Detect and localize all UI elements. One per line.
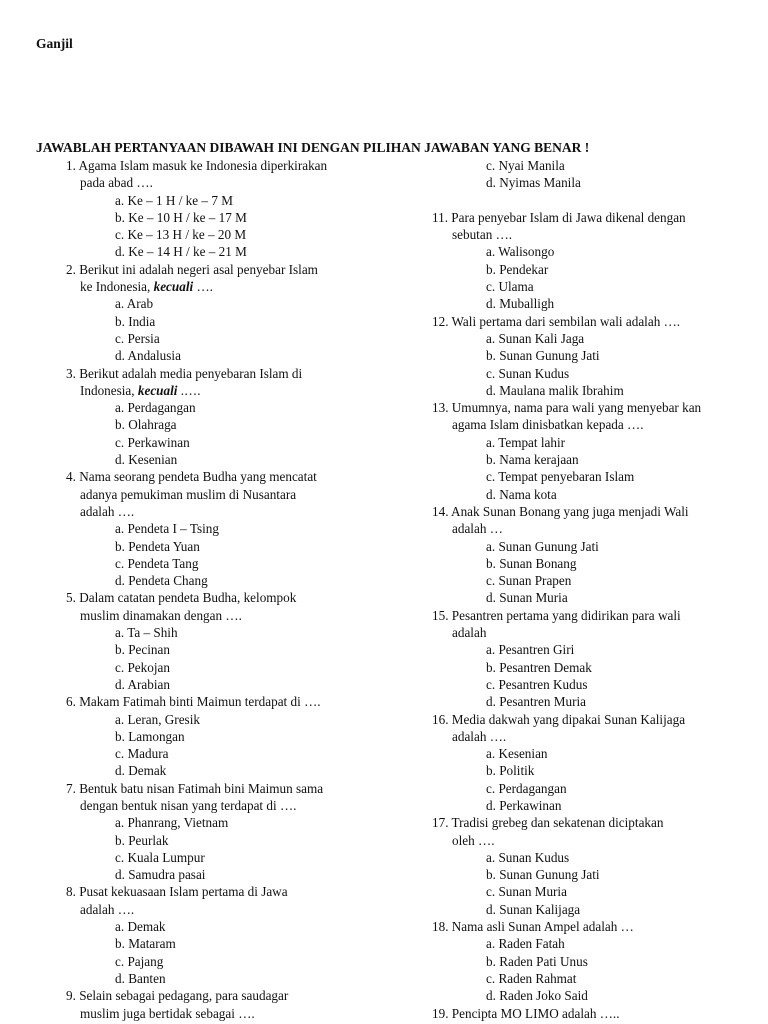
question-text: 8. Pusat kekuasaan Islam pertama di Jawa	[66, 884, 288, 900]
option-d: d. Arabian	[115, 676, 170, 692]
option-c: c. Sunan Muria	[486, 884, 567, 900]
option-a: a. Phanrang, Vietnam	[115, 815, 229, 831]
option-b: b. Pendekar	[486, 261, 549, 277]
question-text: muslim juga bertidak sebagai ….	[80, 1005, 255, 1021]
option-d: d. Pendeta Chang	[115, 573, 208, 589]
question-text	[66, 382, 366, 399]
question-text: 7. Bentuk batu nisan Fatimah bini Maimun sama	[66, 780, 324, 796]
option-a: a. Sunan Kudus	[486, 849, 570, 865]
question-text-part: ….	[193, 279, 213, 295]
option-c: c. Pendeta Tang	[115, 555, 199, 571]
emphasis-kecuali: kecuali	[153, 279, 194, 295]
option-a: a. Pesantren Giri	[486, 642, 575, 658]
question-text: muslim dinamakan dengan ….	[80, 607, 242, 623]
question-5	[66, 589, 366, 693]
option-b: b. Ke – 10 H / ke – 17 M	[115, 209, 247, 225]
option-b: b. Sunan Gunung Jati	[486, 348, 600, 364]
question-text: sebutan ….	[452, 227, 513, 243]
option-d: d. Perkawinan	[486, 797, 562, 813]
question-text: dengan bentuk nisan yang terdapat di ….	[80, 797, 297, 813]
option-d: d. Sunan Muria	[486, 590, 568, 606]
question-4	[66, 468, 366, 589]
question-18	[432, 918, 732, 1004]
question-text: 13. Umumnya, nama para wali yang menyebar kan	[432, 400, 702, 416]
option-c: c. Madura	[115, 746, 169, 762]
question-17	[432, 814, 732, 918]
question-text: pada abad ….	[80, 175, 153, 191]
question-text: 17. Tradisi grebeg dan sekatenan diciptakan	[432, 815, 664, 831]
question-14	[432, 503, 732, 607]
question-19	[432, 1005, 732, 1022]
option-d: d. Nama kota	[486, 486, 557, 502]
question-13	[432, 399, 732, 503]
spacer	[432, 192, 732, 209]
option-a: a. Ta – Shih	[115, 625, 178, 641]
question-3	[66, 365, 366, 469]
option-c: c. Pesantren Kudus	[486, 676, 588, 692]
option-c: c. Persia	[115, 330, 160, 346]
option-c: c. Pekojan	[115, 659, 170, 675]
question-text: 5. Dalam catatan pendeta Budha, kelompok	[66, 590, 297, 606]
option-b: b. Sunan Gunung Jati	[486, 867, 600, 883]
option-a: a. Leran, Gresik	[115, 711, 200, 727]
option-a: a. Perdagangan	[115, 400, 196, 416]
option-d: d. Ke – 14 H / ke – 21 M	[115, 244, 247, 260]
option-a: a. Walisongo	[486, 244, 555, 260]
option-b: b. Politik	[486, 763, 535, 779]
question-text	[66, 278, 366, 295]
option-a: a. Arab	[115, 296, 154, 312]
question-7	[66, 780, 366, 884]
right-column	[432, 157, 732, 1022]
question-text: oleh ….	[452, 832, 495, 848]
option-a: a. Tempat lahir	[486, 434, 566, 450]
question-text: 11. Para penyebar Islam di Jawa dikenal dengan	[432, 209, 686, 225]
question-text-part: .….	[177, 382, 201, 398]
question-12	[432, 313, 732, 399]
question-10-continued	[432, 157, 732, 209]
option-d: d. Nyimas Manila	[486, 175, 581, 191]
question-text: 16. Media dakwah yang dipakai Sunan Kalijaga	[432, 711, 686, 727]
instruction-heading: JAWABLAH PERTANYAAN DIBAWAH INI DENGAN PILIHAN JAWABAN YANG BENAR !	[36, 140, 590, 155]
question-11	[432, 209, 732, 313]
option-d: d. Raden Joko Said	[486, 988, 588, 1004]
option-a: a. Sunan Kali Jaga	[486, 330, 585, 346]
option-a: a. Pendeta I – Tsing	[115, 521, 219, 537]
question-text-part: ke Indonesia,	[80, 279, 154, 295]
option-c: c. Perkawinan	[115, 434, 190, 450]
question-8	[66, 883, 366, 987]
left-column	[66, 157, 366, 1022]
question-text: 19. Pencipta MO LIMO adalah …..	[432, 1005, 620, 1021]
option-c: c. Kuala Lumpur	[115, 849, 205, 865]
question-text: 1. Agama Islam masuk ke Indonesia diperkirakan	[66, 158, 328, 173]
option-c: c. Nyai Manila	[486, 158, 565, 173]
option-d: d. Demak	[115, 763, 167, 779]
option-b: b. Pecinan	[115, 642, 170, 658]
question-15	[432, 607, 732, 711]
option-c: c. Ke – 13 H / ke – 20 M	[115, 227, 247, 243]
question-text: adalah …	[452, 521, 503, 537]
option-b: b. India	[115, 313, 156, 329]
option-a: a. Sunan Gunung Jati	[486, 538, 599, 554]
header-label: Ganjil	[36, 36, 73, 51]
question-text: adalah ….	[452, 728, 507, 744]
option-a: a. Raden Fatah	[486, 936, 565, 952]
option-d: d. Sunan Kalijaga	[486, 901, 581, 917]
option-d: d. Pesantren Muria	[486, 694, 586, 710]
question-text: 18. Nama asli Sunan Ampel adalah …	[432, 919, 634, 935]
question-text: 3. Berikut adalah media penyebaran Islam di	[66, 365, 303, 381]
question-2	[66, 261, 366, 365]
option-a: a. Kesenian	[486, 746, 548, 762]
question-text: 4. Nama seorang pendeta Budha yang mencatat	[66, 469, 317, 485]
question-text-part: Indonesia,	[80, 382, 138, 398]
question-text: adalah	[452, 625, 487, 641]
option-c: c. Ulama	[486, 279, 534, 295]
question-1	[66, 157, 366, 261]
option-b: b. Sunan Bonang	[486, 555, 577, 571]
question-9	[66, 987, 366, 1022]
option-c: c. Tempat penyebaran Islam	[486, 469, 635, 485]
option-b: b. Mataram	[115, 936, 176, 952]
question-text: agama Islam dinisbatkan kepada ….	[452, 417, 644, 433]
option-d: d. Maulana malik Ibrahim	[486, 382, 624, 398]
option-c: c. Raden Rahmat	[486, 970, 577, 986]
question-6	[66, 693, 366, 779]
option-b: b. Raden Pati Unus	[486, 953, 588, 969]
option-b: b. Lamongan	[115, 728, 185, 744]
option-d: d. Andalusia	[115, 348, 181, 364]
question-text: 2. Berikut ini adalah negeri asal penyebar Islam	[66, 261, 318, 277]
option-b: b. Olahraga	[115, 417, 177, 433]
option-c: c. Pajang	[115, 953, 164, 969]
question-16	[432, 711, 732, 815]
option-d: d. Samudra pasai	[115, 867, 206, 883]
question-text: 9. Selain sebagai pedagang, para saudagar	[66, 988, 289, 1004]
option-a: a. Ke – 1 H / ke – 7 M	[115, 192, 233, 208]
option-b: b. Pesantren Demak	[486, 659, 592, 675]
option-b: b. Nama kerajaan	[486, 452, 579, 468]
option-d: d. Kesenian	[115, 452, 178, 468]
question-text: adalah ….	[80, 901, 135, 917]
emphasis-kecuali: kecuali	[137, 382, 178, 398]
option-d: d. Muballigh	[486, 296, 555, 312]
option-c: c. Perdagangan	[486, 780, 567, 796]
option-a: a. Demak	[115, 919, 166, 935]
option-b: b. Pendeta Yuan	[115, 538, 200, 554]
question-text: 14. Anak Sunan Bonang yang juga menjadi Wali	[432, 503, 689, 519]
option-b: b. Peurlak	[115, 832, 169, 848]
question-text: 15. Pesantren pertama yang didirikan para wali	[432, 607, 681, 623]
option-c: c. Sunan Kudus	[486, 365, 570, 381]
question-text: 12. Wali pertama dari sembilan wali adalah ….	[432, 313, 681, 329]
question-text: 6. Makam Fatimah binti Maimun terdapat di ….	[66, 694, 321, 710]
question-text: adanya pemukiman muslim di Nusantara	[80, 486, 297, 502]
question-text: adalah ….	[80, 503, 135, 519]
option-c: c. Sunan Prapen	[486, 573, 572, 589]
option-d: d. Banten	[115, 970, 166, 986]
